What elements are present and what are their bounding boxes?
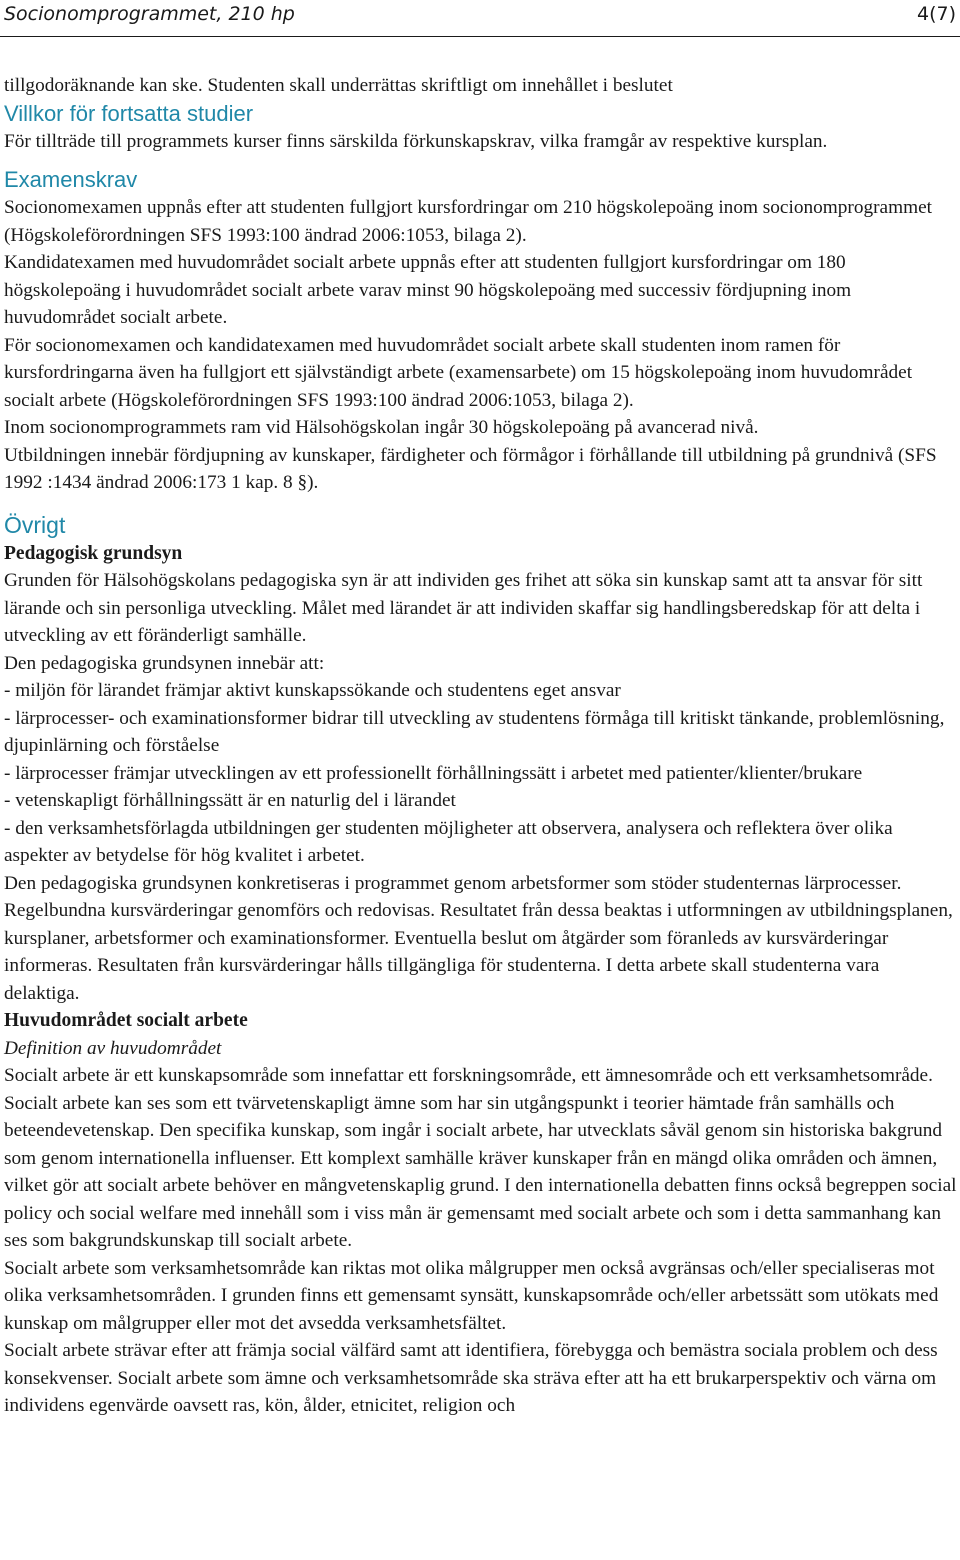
huvudomradet-paragraph: Socialt arbete strävar efter att främja social välfärd samt att identifiera, förebygga och bemästra sociala problem och dess konsekvenser. Socialt arbete som ämne och verksamhetsområde ska sträva efter att ha ett brukarperspektiv och värna om individens egenvärde oavsett ras, kön, ålder, etnicitet, religion och [4, 1340, 938, 1416]
pedagogisk-list-item: - lärprocesser- och examinationsformer bidrar till utveckling av studentens förmåga till kritiskt tänkande, problemlösning, djupinlärning och förståelse [4, 707, 945, 756]
ovrigt-heading: Övrigt [4, 511, 66, 538]
pedagogisk-paragraph: Grunden för Hälsohögskolans pedagogiska syn är att individen ges frihet att söka sin kunskap samt att ta ansvar för sitt lärande och sin personliga utveckling. Målet med lärandet är att individen skaffar sig handlingsberedskap för att delta i utveckling av ett föränderligt samhälle. [4, 570, 923, 646]
examenskrav-heading: Examenskrav [4, 167, 138, 192]
villkor-heading: Villkor för fortsatta studier [4, 100, 254, 126]
page-number: 4(7) [916, 3, 956, 25]
examenskrav-paragraph: Utbildningen innebär fördjupning av kunskaper, färdigheter och förmågor i förhållande till utbildning på grundnivå (SFS 1992 :1434 ändrad 2006:173 1 kap. 8 §). [4, 444, 937, 493]
pedagogisk-list-item: - vetenskapligt förhållningssätt är en naturlig del i lärandet [4, 790, 456, 811]
definition-heading: Definition av huvudområdet [4, 1037, 222, 1059]
huvudomradet-paragraph: Socialt arbete är ett kunskapsområde som innefattar ett forskningsområde, ett ämnesområde och ett verksamhetsområde. Socialt arbete kan ses som ett tvärvetenskapligt ämne som har sin utgångspunkt i teorier hämtade från samhälls och beteendevetenskap. Den specifika kunskap, som ingår i socialt arbete, har utvecklats såväl genom sin historiska bakgrund som genom internationella influenser. Ett komplext samhälle kräver kunskaper från en mängd olika områden och ämnen, vilket gör att socialt arbete behöver en mångvetenskaplig grund. I den internationella debatten finns också begreppen social policy och social welfare med innehåll som i viss mån är gemensamt med socialt arbete och som i detta sammanhang kan ses som bakgrundskunskap till socialt arbete. [4, 1065, 957, 1251]
huvudomradet-heading: Huvudområdet socialt arbete [4, 1010, 248, 1031]
examenskrav-paragraph: Socionomexamen uppnås efter att studenten fullgjort kursfordringar om 210 högskolepoäng inom socionomprogrammet (Högskoleförordningen SFS 1993:100 ändrad 2006:1053, bilaga 2). [4, 197, 932, 246]
document-title: Socionomprogrammet, 210 hp [4, 3, 295, 25]
examenskrav-paragraph: För socionomexamen och kandidatexamen med huvudområdet socialt arbete skall studenten inom ramen för kursfordringarna även ha fullgjort ett självständigt arbete (examensarbete) om 15 högskolepoäng inom huvudområdet socialt arbete (Högskoleförordningen SFS 1993:100 ändrad 2006:1053, bilaga 2). [4, 334, 913, 411]
page-header [0, 0, 960, 37]
examenskrav-paragraph: Inom socionomprogrammets ram vid Hälsohögskolan ingår 30 högskolepoäng på avancerad nivå. [4, 417, 759, 438]
document-body [4, 72, 958, 1420]
pedagogisk-paragraph: Den pedagogiska grundsynen innebär att: [4, 652, 325, 674]
pedagogisk-grundsyn-heading: Pedagogisk grundsyn [4, 542, 183, 564]
pedagogisk-list-item: - den verksamhetsförlagda utbildningen ger studenten möjligheter att observera, analysera och reflektera över olika aspekter av betydelse för hög kvalitet i arbetet. [4, 817, 893, 866]
huvudomradet-paragraph: Socialt arbete som verksamhetsområde kan riktas mot olika målgrupper men också avgränsas och/eller specialiseras mot olika verksamhetsområden. I grunden finns ett gemensamt synsätt, kunskapsområde och/eller arbetssätt som utökats med kunskap om målgrupper eller mot det avsedda verksamhetsfältet. [4, 1257, 939, 1334]
pedagogisk-paragraph: Den pedagogiska grundsynen konkretiseras i programmet genom arbetsformer som stöder studenternas lärprocesser. Regelbundna kursvärderingar genomförs och redovisas. Resultatet från dessa beaktas i utformningen av utbildningsplanen, kursplaner, arbetsformer och examinationsformer. Eventuella beslut om åtgärder som föranleds av kursvärderingar informeras. Resultaten från kursvärderingar hålls tillgängliga för studenterna. I detta arbete skall studenterna vara delaktiga. [4, 872, 953, 1004]
pedagogisk-list-item: - miljön för lärandet främjar aktivt kunskapssökande och studentens eget ansvar [4, 680, 621, 701]
pedagogisk-list-item: - lärprocesser främjar utvecklingen av ett professionellt förhållningssätt i arbetet med patienter/klienter/brukare [4, 762, 863, 784]
intro-paragraph: tillgodoräknande kan ske. Studenten skall underrättas skriftligt om innehållet i beslutet [4, 75, 673, 96]
examenskrav-paragraph: Kandidatexamen med huvudområdet socialt arbete uppnås efter att studenten fullgjort kursfordringar om 180 högskolepoäng i huvudområdet socialt arbete varav minst 90 högskolepoäng med successiv fördjupning inom huvudområdet socialt arbete. [4, 252, 852, 328]
villkor-paragraph: För tillträde till programmets kurser finns särskilda förkunskapskrav, vilka framgår av respektive kursplan. [4, 130, 828, 152]
